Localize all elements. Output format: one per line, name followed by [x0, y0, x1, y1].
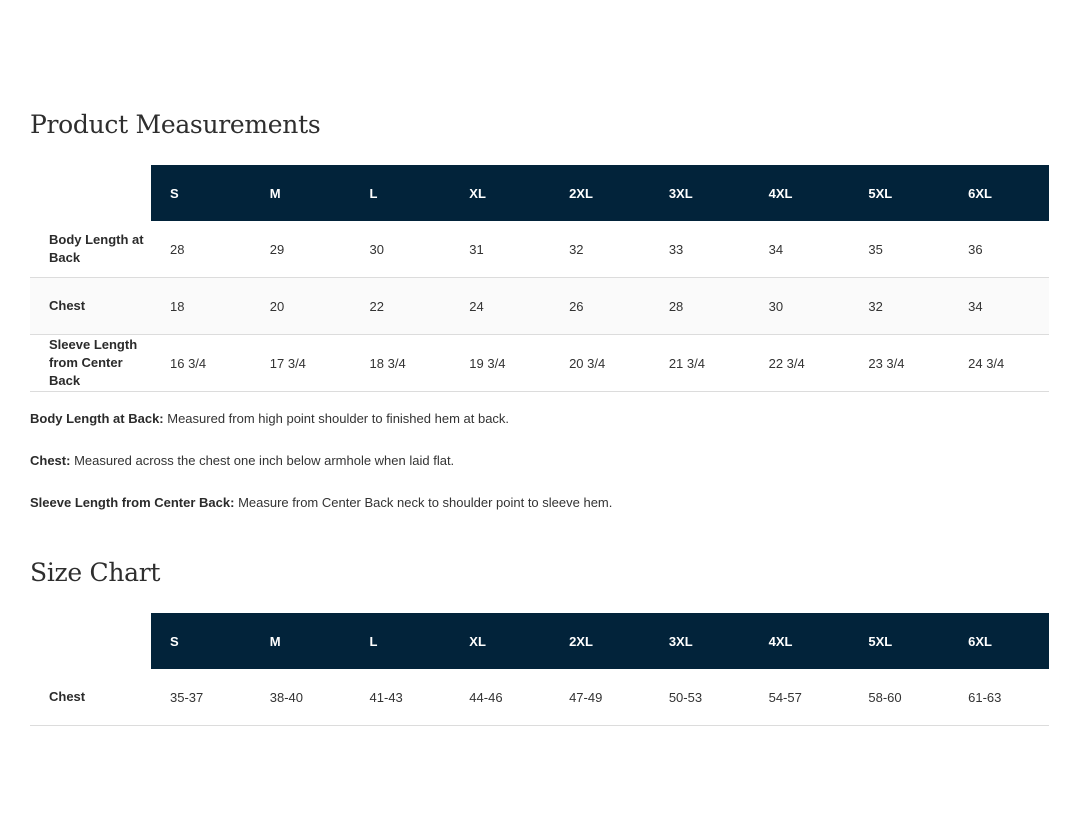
table-cell: 33 [650, 221, 750, 278]
size-header: 4XL [750, 165, 850, 221]
note-text: Measured across the chest one inch below armhole when laid flat. [70, 453, 455, 468]
table-cell: 47-49 [550, 669, 650, 726]
table-cell: 36 [949, 221, 1049, 278]
row-label-body-length: Body Length at Back [30, 221, 151, 278]
size-header-row [30, 165, 1049, 221]
header-corner [30, 613, 151, 669]
size-header: M [251, 613, 351, 669]
table-cell: 38-40 [251, 669, 351, 726]
table-cell: 21 3/4 [650, 335, 750, 392]
table-cell: 28 [151, 221, 251, 278]
table-cell: 20 [251, 278, 351, 335]
note-text: Measured from high point shoulder to finished hem at back. [163, 411, 510, 426]
table-cell: 58-60 [849, 669, 949, 726]
table-cell: 18 3/4 [351, 335, 451, 392]
size-header: L [351, 165, 451, 221]
size-header: S [151, 613, 251, 669]
size-header: 6XL [949, 165, 1049, 221]
size-header: 2XL [550, 613, 650, 669]
row-label-chest: Chest [30, 278, 151, 335]
table-cell: 19 3/4 [450, 335, 550, 392]
size-header: 6XL [949, 613, 1049, 669]
table-cell: 35-37 [151, 669, 251, 726]
table-cell: 24 [450, 278, 550, 335]
note-term: Chest: [30, 453, 71, 468]
table-cell: 22 3/4 [750, 335, 850, 392]
table-cell: 41-43 [351, 669, 451, 726]
table-cell: 32 [550, 221, 650, 278]
table-cell: 17 3/4 [251, 335, 351, 392]
table-cell: 23 3/4 [849, 335, 949, 392]
row-label-sleeve-length: Sleeve Length from Center Back [30, 335, 151, 392]
measurement-notes [30, 410, 612, 536]
size-header: M [251, 165, 351, 221]
header-corner [30, 165, 151, 221]
table-cell: 22 [351, 278, 451, 335]
note-term: Body Length at Back: [30, 411, 164, 426]
note-text: Measure from Center Back neck to shoulder point to sleeve hem. [234, 495, 613, 510]
size-header: 5XL [849, 165, 949, 221]
size-header: 3XL [650, 165, 750, 221]
table-cell: 16 3/4 [151, 335, 251, 392]
size-header: S [151, 165, 251, 221]
size-chart-table [30, 613, 1049, 726]
table-row [30, 669, 1049, 726]
size-header: 5XL [849, 613, 949, 669]
table-cell: 50-53 [650, 669, 750, 726]
table-cell: 20 3/4 [550, 335, 650, 392]
table-row [30, 221, 1049, 278]
row-label-chest: Chest [30, 669, 151, 726]
size-header: 3XL [650, 613, 750, 669]
table-cell: 30 [750, 278, 850, 335]
table-row [30, 335, 1049, 392]
size-header: 4XL [750, 613, 850, 669]
table-cell: 18 [151, 278, 251, 335]
note-chest [30, 452, 612, 470]
table-cell: 28 [650, 278, 750, 335]
size-header: XL [450, 165, 550, 221]
size-header: 2XL [550, 165, 650, 221]
table-cell: 61-63 [949, 669, 1049, 726]
table-cell: 34 [949, 278, 1049, 335]
table-cell: 24 3/4 [949, 335, 1049, 392]
table-cell: 31 [450, 221, 550, 278]
size-header: L [351, 613, 451, 669]
table-cell: 54-57 [750, 669, 850, 726]
table-cell: 30 [351, 221, 451, 278]
product-measurements-table [30, 165, 1049, 392]
table-cell: 44-46 [450, 669, 550, 726]
table-row [30, 278, 1049, 335]
table-cell: 34 [750, 221, 850, 278]
product-measurements-title: Product Measurements [30, 110, 321, 139]
table-cell: 26 [550, 278, 650, 335]
size-header: XL [450, 613, 550, 669]
size-chart-title: Size Chart [30, 558, 161, 587]
note-sleeve-length [30, 494, 612, 512]
note-term: Sleeve Length from Center Back: [30, 495, 235, 510]
table-cell: 35 [849, 221, 949, 278]
table-cell: 32 [849, 278, 949, 335]
table-cell: 29 [251, 221, 351, 278]
note-body-length [30, 410, 612, 428]
size-header-row [30, 613, 1049, 669]
